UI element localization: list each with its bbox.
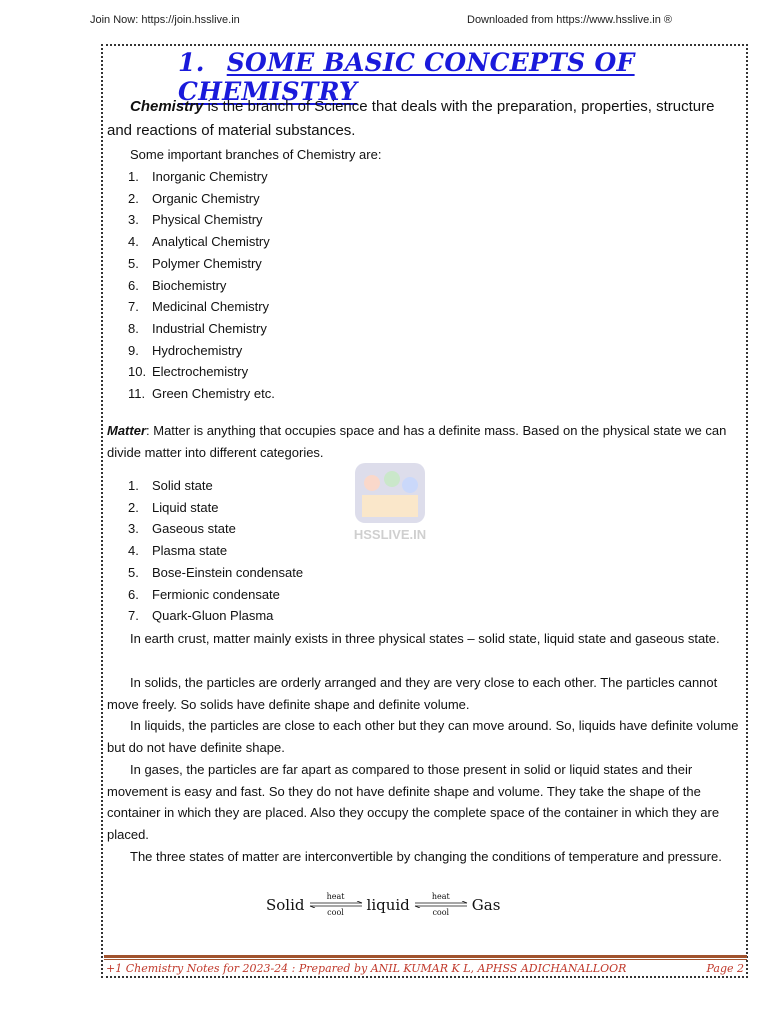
gases-paragraph: In gases, the particles are far apart as compared to those present in solid or liquid states and their movement is easy and fast. So they do not have definite shape and volume. They take the shape of the container in which they are placed. Also they occupy the complete space of the container in which they are placed. xyxy=(107,762,720,843)
state-item-label: Liquid state xyxy=(152,499,219,515)
branch-item-number: 4. xyxy=(128,234,139,250)
reversible-arrow-1 xyxy=(309,892,363,917)
heat-label-1: heat xyxy=(326,892,345,901)
branch-item xyxy=(128,209,275,231)
branch-item xyxy=(128,361,275,383)
branch-item-number: 8. xyxy=(128,320,139,336)
state-item-label: Bose-Einstein condensate xyxy=(152,564,304,580)
branch-item-number: 5. xyxy=(128,255,139,271)
branches-list xyxy=(128,166,275,405)
state-item-label: Solid state xyxy=(152,478,213,493)
state-item xyxy=(128,605,303,627)
interconvert-paragraph: The three states of matter are interconvertible by changing the conditions of temperature and pressure. xyxy=(130,849,722,864)
download-source[interactable]: Downloaded from https://www.hsslive.in ® xyxy=(467,14,672,26)
branch-item-number: 2. xyxy=(128,190,139,206)
reversible-arrow-2 xyxy=(414,892,468,917)
branch-item-label: Hydrochemistry xyxy=(152,342,243,358)
state-item xyxy=(128,497,303,519)
page-footer xyxy=(106,962,746,975)
state-item xyxy=(128,584,303,606)
branch-item-number: 3. xyxy=(128,212,139,228)
state-item xyxy=(128,475,303,497)
cool-label-1: cool xyxy=(327,908,344,917)
join-link[interactable]: Join Now: https://join.hsslive.in xyxy=(90,14,240,26)
branch-item xyxy=(128,275,275,297)
branch-item-label: Inorganic Chemistry xyxy=(152,169,268,184)
matter-term: Matter xyxy=(107,423,147,438)
state-item-number: 2. xyxy=(128,499,139,515)
liquid-label: liquid xyxy=(366,895,410,914)
footer-credit: +1 Chemistry Notes for 2023-24 : Prepared by ANIL KUMAR K L, APHSS ADICHANALLOOR xyxy=(106,962,627,975)
state-item-number: 1. xyxy=(128,478,139,493)
intro-paragraph xyxy=(107,95,743,143)
earth-paragraph: In earth crust, matter mainly exists in three physical states – solid state, liquid state and gaseous state. xyxy=(130,631,720,646)
footer-rule-thick xyxy=(104,955,747,958)
branch-item-number: 6. xyxy=(128,277,139,293)
branch-item xyxy=(128,253,275,275)
branch-item-label: Industrial Chemistry xyxy=(152,320,267,336)
branch-item-label: Medicinal Chemistry xyxy=(152,299,270,315)
branch-item-number: 10. xyxy=(128,364,147,380)
top-bar xyxy=(0,14,768,30)
chapter-number: 1. xyxy=(178,48,205,77)
branch-item-label: Analytical Chemistry xyxy=(152,234,270,250)
state-item-number: 3. xyxy=(128,521,139,537)
intro-text: is the branch of Science that deals with the preparation, properties, structure and reactions of material substances. xyxy=(107,98,715,139)
watermark-text: HSSLIVE.IN xyxy=(353,527,427,542)
branch-item-number: 7. xyxy=(128,299,139,315)
state-item-number: 5. xyxy=(128,564,139,580)
branch-item-label: Organic Chemistry xyxy=(152,190,260,206)
branch-item-label: Polymer Chemistry xyxy=(152,255,262,271)
state-item-number: 7. xyxy=(128,608,139,624)
branches-heading: Some important branches of Chemistry are: xyxy=(130,147,382,162)
branch-item xyxy=(128,318,275,340)
state-item-label: Gaseous state xyxy=(152,521,236,537)
equilibrium-arrow-icon xyxy=(309,901,363,908)
branch-item-number: 9. xyxy=(128,342,139,358)
branch-item xyxy=(128,231,275,253)
state-item-label: Quark-Gluon Plasma xyxy=(152,608,274,624)
state-item-label: Plasma state xyxy=(152,543,228,559)
branch-item-label: Green Chemistry etc. xyxy=(152,386,275,402)
branch-item xyxy=(128,188,275,210)
branch-item-label: Biochemistry xyxy=(152,277,227,293)
footer-rule-thin xyxy=(104,959,747,960)
solids-paragraph: In solids, the particles are orderly arranged and they are very close to each other. The particles cannot move freely. So solids have definite shape and definite volume. xyxy=(107,675,718,712)
state-item xyxy=(128,540,303,562)
branch-item xyxy=(128,340,275,362)
branch-item-label: Electrochemistry xyxy=(152,364,249,380)
cool-label-2: cool xyxy=(432,908,450,917)
branch-item xyxy=(128,296,275,318)
branch-item-number: 11. xyxy=(128,386,146,402)
equilibrium-arrow-icon xyxy=(414,901,468,908)
branch-item-label: Physical Chemistry xyxy=(152,212,263,228)
states-list xyxy=(128,475,303,627)
chapter-title: SOME BASIC CONCEPTS OF CHEMISTRY xyxy=(178,48,635,106)
branch-item xyxy=(128,166,275,188)
hsslive-watermark-logo xyxy=(340,455,440,555)
page-number: Page 2 xyxy=(706,962,744,975)
state-item-label: Fermionic condensate xyxy=(152,586,280,602)
state-item-number: 6. xyxy=(128,586,139,602)
gas-label: Gas xyxy=(471,895,501,914)
state-change-equation xyxy=(266,892,500,917)
chemistry-term: Chemistry xyxy=(130,98,204,115)
branch-item-number: 1. xyxy=(128,169,139,184)
state-item xyxy=(128,562,303,584)
matter-text: : Matter is anything that occupies space and has a definite mass. Based on the physical state we can divide matter into different categories. xyxy=(107,423,727,460)
solid-label: Solid xyxy=(266,895,305,914)
branch-item xyxy=(128,383,275,405)
state-item-number: 4. xyxy=(128,543,139,559)
state-item xyxy=(128,518,303,540)
liquids-paragraph: In liquids, the particles are close to each other but they can move around. So, liquids have definite volume but do not have definite shape. xyxy=(107,718,739,755)
heat-label-2: heat xyxy=(431,892,450,901)
